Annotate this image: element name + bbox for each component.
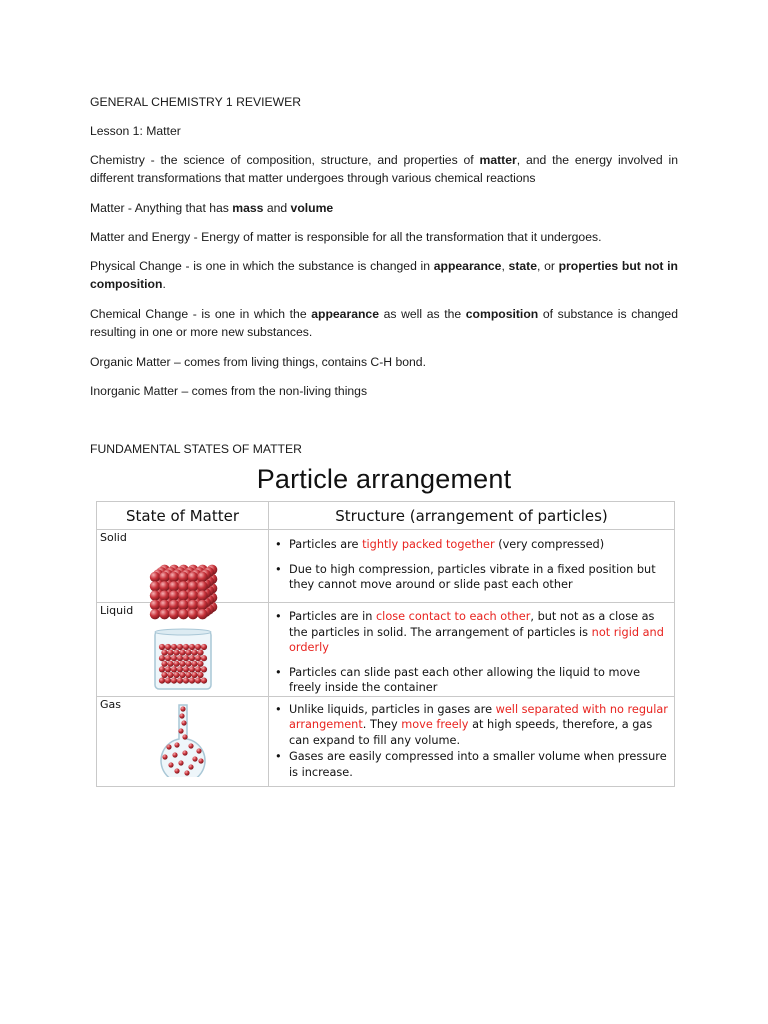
- state-name-liquid: Liquid: [100, 604, 134, 617]
- gas-particle: [182, 734, 187, 739]
- liquid-particle: [183, 678, 189, 684]
- solid-particle: [188, 572, 198, 582]
- lesson-heading: Lesson 1: Matter: [90, 124, 181, 138]
- liquid-particle: [179, 672, 185, 678]
- liquid-particle: [177, 678, 183, 684]
- beaker-liquid-illustration: [153, 627, 213, 691]
- gas-bullet-1: • Unlike liquids, particles in gases are well separated with no regular arrangement. They move freely at high speeds, therefore, a gas can expand to fill any volume.: [275, 702, 674, 749]
- liquid-particle: [165, 655, 171, 661]
- table-row-solid: [97, 530, 675, 603]
- gas-particle: [188, 764, 193, 769]
- liquid-particle: [167, 661, 173, 667]
- gas-particle: [180, 706, 185, 711]
- liquid-particle: [159, 644, 165, 650]
- solid-particle: [150, 572, 160, 582]
- liquid-particle: [177, 655, 183, 661]
- document-title: GENERAL CHEMISTRY 1 REVIEWER: [90, 95, 302, 109]
- gas-particle: [181, 720, 186, 725]
- gas-bullet-2: • Gases are easily compressed into a smaller volume when pressure is increase.: [275, 749, 674, 780]
- liquid-particle: [159, 678, 165, 684]
- solid-particle: [159, 590, 169, 600]
- liquid-particle: [191, 661, 197, 667]
- column-header-structure: Structure (arrangement of particles): [269, 502, 675, 530]
- gas-particle: [182, 750, 187, 755]
- liquid-particle: [185, 672, 191, 678]
- liquid-particle: [173, 661, 179, 667]
- liquid-particle: [171, 644, 177, 650]
- liquid-particle: [201, 666, 207, 672]
- liquid-particle: [165, 666, 171, 672]
- column-header-state: State of Matter: [97, 502, 269, 530]
- liquid-particle: [197, 650, 203, 656]
- solid-particle: [150, 581, 160, 591]
- liquid-particle: [195, 678, 201, 684]
- liquid-particle: [191, 672, 197, 678]
- beaker-rim: [155, 629, 211, 635]
- solid-particle: [150, 590, 160, 600]
- liquid-particle: [201, 678, 207, 684]
- definition-physical-change: Physical Change - is one in which the substance is changed in appearance, state, or properties but not in composition.: [90, 259, 678, 291]
- liquid-particle: [173, 650, 179, 656]
- liquid-particle: [161, 661, 167, 667]
- liquid-particle: [189, 655, 195, 661]
- liquid-particle: [183, 644, 189, 650]
- liquid-particle: [185, 661, 191, 667]
- liquid-particle: [161, 672, 167, 678]
- state-name-gas: Gas: [100, 697, 121, 711]
- definition-matter: Matter - Anything that has mass and volume: [90, 201, 334, 215]
- gas-particle: [192, 756, 197, 761]
- liquid-particle: [167, 650, 173, 656]
- liquid-particle: [189, 644, 195, 650]
- solid-particle: [178, 572, 188, 582]
- gas-particle: [178, 728, 183, 733]
- states-of-matter-table: [96, 501, 675, 787]
- liquid-particle: [159, 655, 165, 661]
- liquid-particle: [161, 650, 167, 656]
- definition-inorganic-matter: Inorganic Matter – comes from the non-living things: [90, 384, 368, 398]
- state-cell-liquid: [97, 603, 269, 697]
- solid-particle: [169, 590, 179, 600]
- liquid-particle: [179, 661, 185, 667]
- liquid-particle: [197, 661, 203, 667]
- liquid-particle: [171, 678, 177, 684]
- gas-particle: [168, 762, 173, 767]
- solid-particle: [169, 572, 179, 582]
- solid-bullet-1: • Particles are tightly packed together (very compressed): [275, 537, 674, 553]
- solid-particle: [178, 581, 188, 591]
- gas-particle: [178, 760, 183, 765]
- solid-particle: [159, 572, 169, 582]
- gas-particle: [196, 748, 201, 753]
- liquid-particle: [191, 650, 197, 656]
- liquid-particle: [167, 672, 173, 678]
- solid-particle: [178, 590, 188, 600]
- table-row-gas: [97, 696, 675, 786]
- liquid-particle: [189, 666, 195, 672]
- liquid-particle: [201, 644, 207, 650]
- definition-chemical-change: Chemical Change - is one in which the appearance as well as the composition of substance is changed resulting in one or more new substances.: [90, 307, 678, 339]
- gas-particle: [198, 758, 203, 763]
- liquid-particle: [183, 666, 189, 672]
- liquid-particle: [177, 644, 183, 650]
- liquid-particle: [173, 672, 179, 678]
- table-row-liquid: [97, 603, 675, 697]
- liquid-particle: [165, 644, 171, 650]
- gas-particle: [174, 742, 179, 747]
- gas-description: [269, 696, 675, 786]
- definition-chemistry: Chemistry - the science of composition, structure, and properties of matter, and the energy involved in different transformations that matter undergoes through various chemical reactions: [90, 153, 678, 185]
- solid-particle: [188, 581, 198, 591]
- liquid-particle: [195, 666, 201, 672]
- solid-particle: [159, 581, 169, 591]
- gas-particle: [172, 752, 177, 757]
- solid-particle: [188, 590, 198, 600]
- liquid-bullet-2: • Particles can slide past each other allowing the liquid to move freely inside the container: [275, 665, 674, 696]
- definition-matter-energy: Matter and Energy - Energy of matter is responsible for all the transformation that it undergoes.: [90, 230, 602, 244]
- liquid-particle: [179, 650, 185, 656]
- state-cell-solid: [97, 530, 269, 603]
- liquid-particle: [189, 678, 195, 684]
- table-header-row: [97, 502, 675, 530]
- gas-particle: [162, 754, 167, 759]
- liquid-particle: [171, 666, 177, 672]
- liquid-particle: [197, 672, 203, 678]
- definition-organic-matter: Organic Matter – comes from living things, contains C-H bond.: [90, 355, 426, 369]
- liquid-particle: [171, 655, 177, 661]
- gas-particle: [184, 770, 189, 775]
- solid-bullet-2: • Due to high compression, particles vibrate in a fixed position but they cannot move around or slide past each other: [275, 562, 674, 593]
- section-heading: FUNDAMENTAL STATES OF MATTER: [90, 442, 302, 456]
- liquid-particle: [185, 650, 191, 656]
- solid-particle: [197, 590, 207, 600]
- liquid-particle: [165, 678, 171, 684]
- liquid-particle: [159, 666, 165, 672]
- liquid-bullet-1: • Particles are in close contact to each other, but not as a close as the particles in solid. The arrangement of particles is not rigid and orderly: [275, 609, 674, 656]
- liquid-particle: [183, 655, 189, 661]
- flask-gas-illustration: [155, 701, 211, 777]
- solid-particle: [169, 581, 179, 591]
- liquid-particle: [201, 655, 207, 661]
- gas-particle: [188, 743, 193, 748]
- gas-particle: [174, 768, 179, 773]
- liquid-description: [269, 603, 675, 697]
- solid-particle: [197, 581, 207, 591]
- liquid-particle: [195, 644, 201, 650]
- gas-particle: [179, 713, 184, 718]
- solid-particle: [197, 572, 207, 582]
- liquid-particle: [195, 655, 201, 661]
- state-name-solid: Solid: [100, 531, 127, 544]
- gas-particle: [166, 744, 171, 749]
- figure-title: Particle arrangement: [256, 464, 512, 494]
- liquid-particle: [177, 666, 183, 672]
- state-cell-gas: [97, 696, 269, 786]
- solid-description: [269, 530, 675, 603]
